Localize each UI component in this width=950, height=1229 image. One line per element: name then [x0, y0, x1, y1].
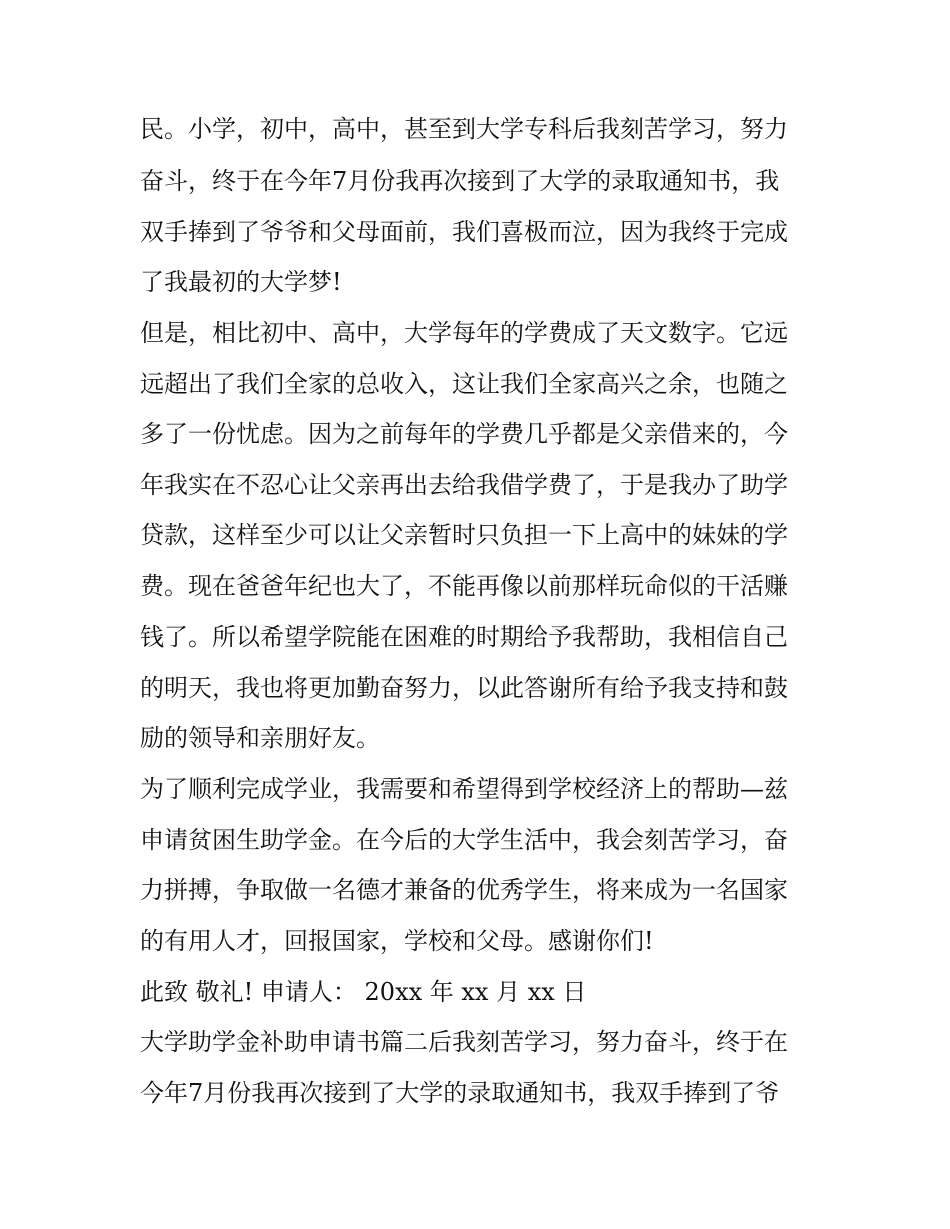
text-line: 了我最初的大学梦!: [140, 268, 342, 296]
signature-line: 此致 敬礼! 申请人： 20xx 年 xx 月 xx 日: [140, 978, 587, 1006]
text-line: 费。现在爸爸年纪也大了，不能再像以前那样玩命似的干活赚: [140, 572, 788, 600]
text-line: 双手捧到了爷爷和父母面前，我们喜极而泣，因为我终于完成: [140, 218, 788, 246]
text-line: 贷款，这样至少可以让父亲暂时只负担一下上高中的妹妹的学: [140, 521, 788, 549]
text-line: 励的领导和亲朋好友。: [140, 724, 380, 752]
text-line: 多了一份忧虑。因为之前每年的学费几乎都是父亲借来的，今: [140, 420, 788, 448]
text-line: 奋斗，终于在今年7月份我再次接到了大学的录取通知书，我: [140, 167, 780, 195]
text-line: 但是，相比初中、高中，大学每年的学费成了天文数字。它远: [140, 319, 788, 347]
text-line: 申请贫困生助学金。在今后的大学生活中，我会刻苦学习，奋: [140, 826, 788, 854]
text-line: 的明天，我也将更加勤奋努力，以此答谢所有给予我支持和鼓: [140, 674, 788, 702]
text-line: 远超出了我们全家的总收入，这让我们全家高兴之余，也随之: [140, 370, 788, 398]
text-line: 为了顺利完成学业，我需要和希望得到学校经济上的帮助—兹: [140, 775, 788, 803]
text-line: 力拼搏，争取做一名德才兼备的优秀学生，将来成为一名国家: [140, 876, 788, 904]
text-line: 年我实在不忍心让父亲再出去给我借学费了，于是我办了助学: [140, 471, 788, 499]
text-line: 的有用人才，回报国家，学校和父母。感谢你们!: [140, 927, 654, 955]
text-line: 民。小学，初中，高中，甚至到大学专科后我刻苦学习，努力: [140, 115, 788, 143]
text-line: 钱了。所以希望学院能在困难的时期给予我帮助，我相信自己: [140, 623, 788, 651]
text-line: 今年7月份我再次接到了大学的录取通知书，我双手捧到了爷: [140, 1079, 780, 1107]
text-line: 大学助学金补助申请书篇二后我刻苦学习，努力奋斗，终于在: [140, 1028, 788, 1056]
